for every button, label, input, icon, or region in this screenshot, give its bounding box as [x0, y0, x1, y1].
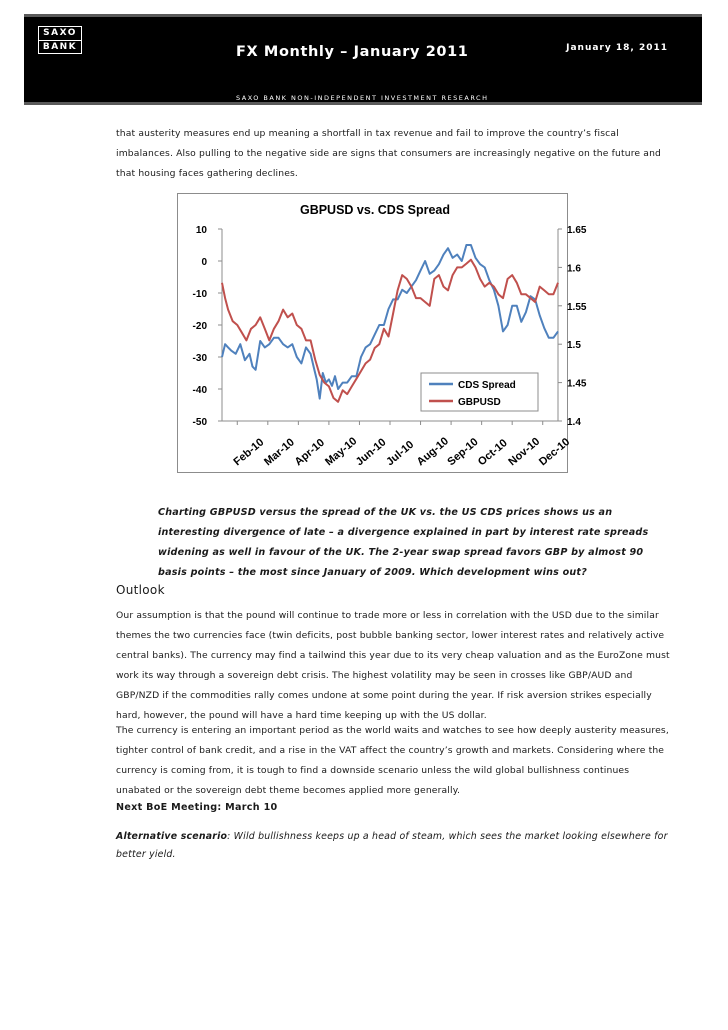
report-title: FX Monthly – January 2011 — [236, 44, 469, 60]
x-axis-tick-label: Apr-10 — [292, 436, 327, 469]
right-axis-tick-label: 1.45 — [567, 378, 587, 390]
legend-label-gbpusd: GBPUSD — [458, 397, 501, 408]
chart-border — [178, 194, 568, 473]
saxo-bank-logo — [38, 26, 82, 54]
alternative-scenario-text: : Wild bullishness keeps up a head of steam, which sees the market looking elsewhere for better yield. — [116, 831, 668, 860]
chart-legend — [421, 373, 538, 411]
right-axis-tick-label: 1.4 — [567, 417, 581, 428]
alternative-scenario — [116, 828, 672, 864]
logo-line-2: BANK — [42, 41, 78, 52]
right-axis-tick-label: 1.5 — [567, 340, 581, 352]
left-axis-tick-label: -10 — [192, 289, 207, 300]
next-boe-meeting: Next BoE Meeting: March 10 — [116, 802, 278, 813]
left-axis-tick-label: -30 — [192, 353, 207, 364]
x-axis-tick-label: Oct-10 — [475, 437, 510, 469]
x-axis-tick-label: Mar-10 — [262, 436, 297, 469]
chart-svg — [177, 193, 587, 473]
logo-line-1: SAXO — [39, 27, 81, 41]
report-date: January 18, 2011 — [566, 43, 668, 53]
gbpusd-cds-chart — [177, 193, 587, 473]
legend-label-cds: CDS Spread — [458, 380, 516, 391]
right-axis-tick-label: 1.65 — [567, 225, 587, 236]
chart-title: GBPUSD vs. CDS Spread — [299, 203, 451, 217]
x-axis-tick-label: Jun-10 — [353, 436, 389, 469]
intro-paragraph: that austerity measures end up meaning a shortfall in tax revenue and fail to improve the country’s fiscal imbalances. Also pulling to the negative side are signs that consumers are increasingly negative on the future and that housing faces gathering declines. — [116, 128, 662, 179]
chart-caption: Charting GBPUSD versus the spread of the UK vs. the US CDS prices shows us an interesting divergence of late – a divergence explained in part by interest rate spreads widening as well in favour of the UK. The 2-year swap spread favors GBP by almost 90 basis points – the most since January of 2009. Which development wins out? — [158, 507, 649, 578]
alternative-scenario-label: Alternative scenario — [116, 831, 228, 842]
x-axis-tick-label: Sep-10 — [445, 435, 481, 469]
x-axis-tick-label: Jul-10 — [384, 438, 417, 469]
research-disclaimer: SAXO BANK NON-INDEPENDENT INVESTMENT RESEARCH — [236, 94, 489, 102]
left-axis-tick-label: 10 — [195, 225, 207, 236]
left-axis-tick-label: 0 — [201, 257, 207, 268]
x-axis-tick-label: May-10 — [323, 435, 360, 469]
left-axis-tick-label: -20 — [192, 321, 207, 332]
outlook-paragraph-1: Our assumption is that the pound will continue to trade more or less in correlation with the USD due to the similar themes the two currencies face (twin deficits, post bubble banking sector, lower interest rates and relatively active central banks). The currency may find a tailwind this year due to its very cheap valuation and as the EuroZone must work its way through a sovereign debt crisis. The highest volatility may be seen in crosses like GBP/AUD and GBP/NZD if the commodities rally comes undone at some point during the year. If risk aversion strikes especially hard, however, the pound will have a hard time keeping up with the US dollar. — [116, 610, 670, 721]
outlook-paragraph-2: The currency is entering an important period as the world waits and watches to see how deeply austerity measures, tighter control of bank credit, and a rise in the VAT affect the country’s growth and markets. Considering where the currency is coming from, it is tough to find a downside scenario unless the wild global bullishness continues unabated or the sovereign debt theme becomes applied more generally. — [116, 725, 669, 796]
x-axis-tick-label: Nov-10 — [506, 435, 543, 469]
report-header — [24, 14, 702, 105]
left-axis-tick-label: -50 — [192, 417, 207, 428]
x-axis-tick-label: Dec-10 — [536, 435, 573, 469]
left-axis-tick-label: -40 — [192, 385, 207, 396]
x-axis-tick-label: Aug-10 — [414, 435, 452, 469]
x-axis-tick-label: Feb-10 — [231, 436, 267, 469]
outlook-heading: Outlook — [116, 583, 165, 597]
right-axis-tick-label: 1.6 — [567, 263, 581, 275]
right-axis-tick-label: 1.55 — [567, 301, 587, 313]
